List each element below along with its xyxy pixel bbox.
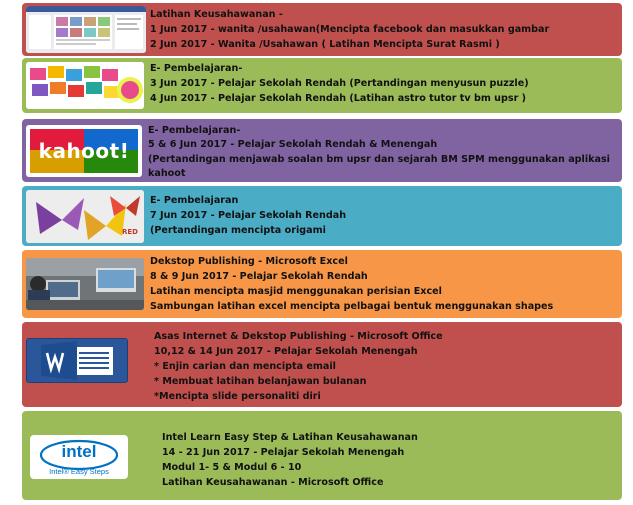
band-6-text [154, 329, 443, 404]
band-3-line-4: kahoot [148, 167, 186, 179]
band-7-line-4: Latihan Keusahawanan - Microsoft Office [162, 477, 384, 488]
activity-band-5 [22, 250, 622, 318]
band-7-line-3: Modul 1- 5 & Modul 6 - 10 [162, 462, 302, 473]
band-5-line-4: Sambungan latihan excel mencipta pelbagai bentuk menggunakan shapes [150, 301, 554, 312]
thumbnail-puzzle-cards [26, 62, 144, 109]
intel-logo-text: intel [61, 442, 97, 461]
band-1-text [150, 7, 549, 52]
band-4-line-3: (Pertandingan mencipta origami [150, 225, 326, 236]
band-2-title: E- Pembelajaran- [150, 63, 243, 74]
intel-logo-subtitle: Intel® Easy Steps [49, 467, 109, 476]
band-5-text [150, 254, 553, 314]
band-2-line-3: 4 Jun 2017 - Pelajar Sekolah Rendah (Latihan astro tutor tv bm upsr ) [150, 93, 527, 104]
band-2-text [150, 61, 529, 106]
svg-text:RED: RED [122, 228, 138, 236]
band-6-line-5: *Mencipta slide personaliti diri [154, 391, 321, 402]
intel-easy-steps-logo [30, 435, 128, 479]
band-6-line-2: 10,12 & 14 Jun 2017 - Pelajar Sekolah Menengah [154, 346, 418, 357]
thumbnail-origami-butterflies [26, 190, 144, 243]
band-5-line-2: 8 & 9 Jun 2017 - Pelajar Sekolah Rendah [150, 271, 368, 282]
activity-band-6 [22, 322, 622, 407]
band-3-title: E- Pembelajaran- [148, 125, 241, 136]
band-1-line-3: 2 Jun 2017 - Wanita /Usahawan ( Latihan Mencipta Surat Rasmi ) [150, 39, 500, 50]
band-6-title: Asas Internet & Dekstop Publishing - Microsoft Office [154, 331, 443, 342]
band-4-line-2: 7 Jun 2017 - Pelajar Sekolah Rendah [150, 210, 347, 221]
band-4-text [150, 193, 346, 238]
band-7-text [162, 430, 418, 490]
activity-band-4 [22, 186, 622, 246]
band-2-line-2: 3 Jun 2017 - Pelajar Sekolah Rendah (Pertandingan menyusun puzzle) [150, 78, 529, 89]
activity-band-7 [22, 411, 622, 500]
band-5-line-3: Latihan mencipta masjid menggunakan perisian Excel [150, 286, 442, 297]
band-3-text [148, 124, 610, 180]
band-1-line-2: 1 Jun 2017 - wanita /usahawan(Mencipta facebook dan masukkan gambar [150, 24, 550, 35]
band-5-title: Dekstop Publishing - Microsoft Excel [150, 256, 348, 267]
kahoot-logo-text: kahoot! [38, 139, 130, 163]
band-6-line-3: * Enjin carian dan mencipta email [154, 361, 336, 372]
word-logo-icon [27, 339, 127, 382]
activity-band-2 [22, 58, 622, 113]
band-7-line-2: 14 - 21 Jun 2017 - Pelajar Sekolah Menengah [162, 447, 405, 458]
activity-band-3 [22, 119, 622, 182]
classroom-photo-image [26, 258, 144, 310]
band-4-title: E- Pembelajaran [150, 195, 239, 206]
thumbnail-facebook-screenshot [26, 6, 146, 53]
thumbnail-classroom-photo [26, 258, 144, 310]
activity-band-1 [22, 3, 622, 56]
origami-butterflies-image [26, 190, 144, 243]
band-6-line-4: * Membuat latihan belanjawan bulanan [154, 376, 367, 387]
band-3-line-2: 5 & 6 Jun 2017 - Pelajar Sekolah Rendah & Menengah [148, 138, 438, 150]
kahoot-logo [26, 125, 142, 177]
band-1-title: Latihan Keusahawanan - [150, 9, 283, 20]
band-3-line-3: (Pertandingan menjawab soalan bm upsr dan sejarah BM SPM menggunakan aplikasi [148, 154, 610, 165]
facebook-screenshot-image [26, 6, 146, 53]
microsoft-word-logo [26, 338, 128, 383]
puzzle-cards-image [26, 62, 144, 109]
band-7-title: Intel Learn Easy Step & Latihan Keusahawanan [162, 432, 418, 443]
